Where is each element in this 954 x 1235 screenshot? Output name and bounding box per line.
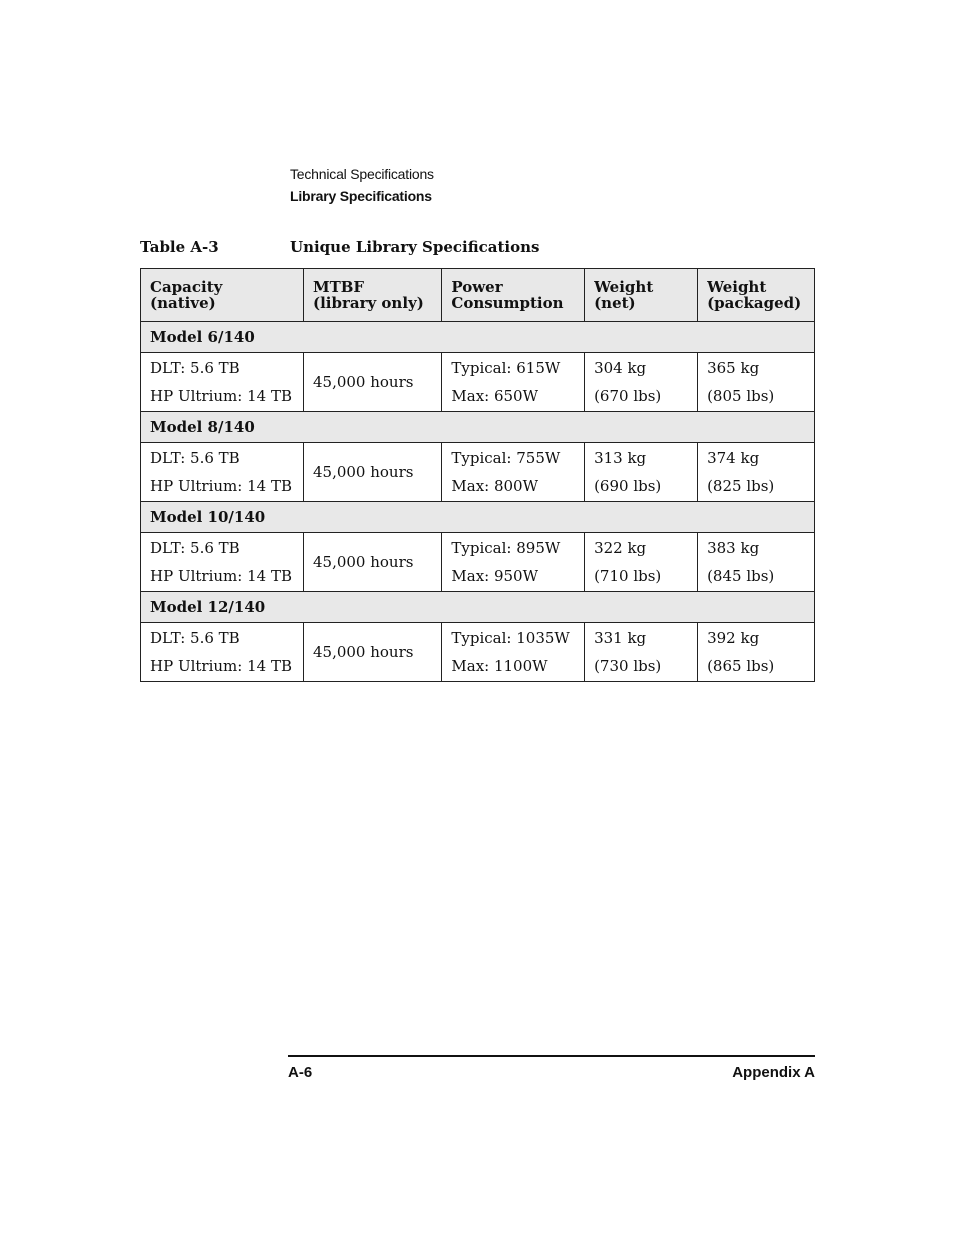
page-number: A-6 (288, 1064, 313, 1081)
model-name: Model 8/140 (141, 412, 815, 443)
model-row (141, 412, 815, 443)
weight-packaged-cell: 383 kg (845 lbs) (698, 533, 815, 592)
table-row (141, 533, 815, 592)
mtbf-cell: 45,000 hours (303, 533, 441, 592)
footer-section-title: Appendix A (732, 1064, 815, 1081)
mtbf-cell: 45,000 hours (303, 443, 441, 502)
column-header-mtbf: MTBF (library only) (303, 269, 441, 322)
model-name: Model 6/140 (141, 322, 815, 353)
capacity-cell: DLT: 5.6 TB HP Ultrium: 14 TB (141, 623, 304, 682)
weight-net-cell: 313 kg (690 lbs) (585, 443, 698, 502)
column-header-capacity: Capacity (native) (141, 269, 304, 322)
model-row (141, 322, 815, 353)
table-row (141, 443, 815, 502)
power-cell: Typical: 1035W Max: 1100W (442, 623, 585, 682)
table-row (141, 353, 815, 412)
mtbf-cell: 45,000 hours (303, 353, 441, 412)
weight-packaged-cell: 374 kg (825 lbs) (698, 443, 815, 502)
weight-packaged-cell: 392 kg (865 lbs) (698, 623, 815, 682)
weight-net-cell: 331 kg (730 lbs) (585, 623, 698, 682)
footer-divider (288, 1055, 815, 1057)
power-cell: Typical: 755W Max: 800W (442, 443, 585, 502)
model-name: Model 10/140 (141, 502, 815, 533)
capacity-cell: DLT: 5.6 TB HP Ultrium: 14 TB (141, 443, 304, 502)
capacity-cell: DLT: 5.6 TB HP Ultrium: 14 TB (141, 533, 304, 592)
capacity-cell: DLT: 5.6 TB HP Ultrium: 14 TB (141, 353, 304, 412)
column-header-weight-net: Weight (net) (585, 269, 698, 322)
table-header-row (141, 269, 815, 322)
model-row (141, 502, 815, 533)
column-header-weight-packaged: Weight (packaged) (698, 269, 815, 322)
weight-net-cell: 322 kg (710 lbs) (585, 533, 698, 592)
weight-packaged-cell: 365 kg (805 lbs) (698, 353, 815, 412)
library-specifications-table (140, 268, 815, 682)
model-row (141, 592, 815, 623)
mtbf-cell: 45,000 hours (303, 623, 441, 682)
power-cell: Typical: 615W Max: 650W (442, 353, 585, 412)
table-caption-label: Table A-3 (140, 238, 219, 256)
running-header-section: Library Specifications (290, 188, 432, 204)
running-header-chapter: Technical Specifications (290, 166, 434, 182)
table-caption-title: Unique Library Specifications (290, 238, 540, 256)
column-header-power: Power Consumption (442, 269, 585, 322)
weight-net-cell: 304 kg (670 lbs) (585, 353, 698, 412)
table-row (141, 623, 815, 682)
model-name: Model 12/140 (141, 592, 815, 623)
power-cell: Typical: 895W Max: 950W (442, 533, 585, 592)
